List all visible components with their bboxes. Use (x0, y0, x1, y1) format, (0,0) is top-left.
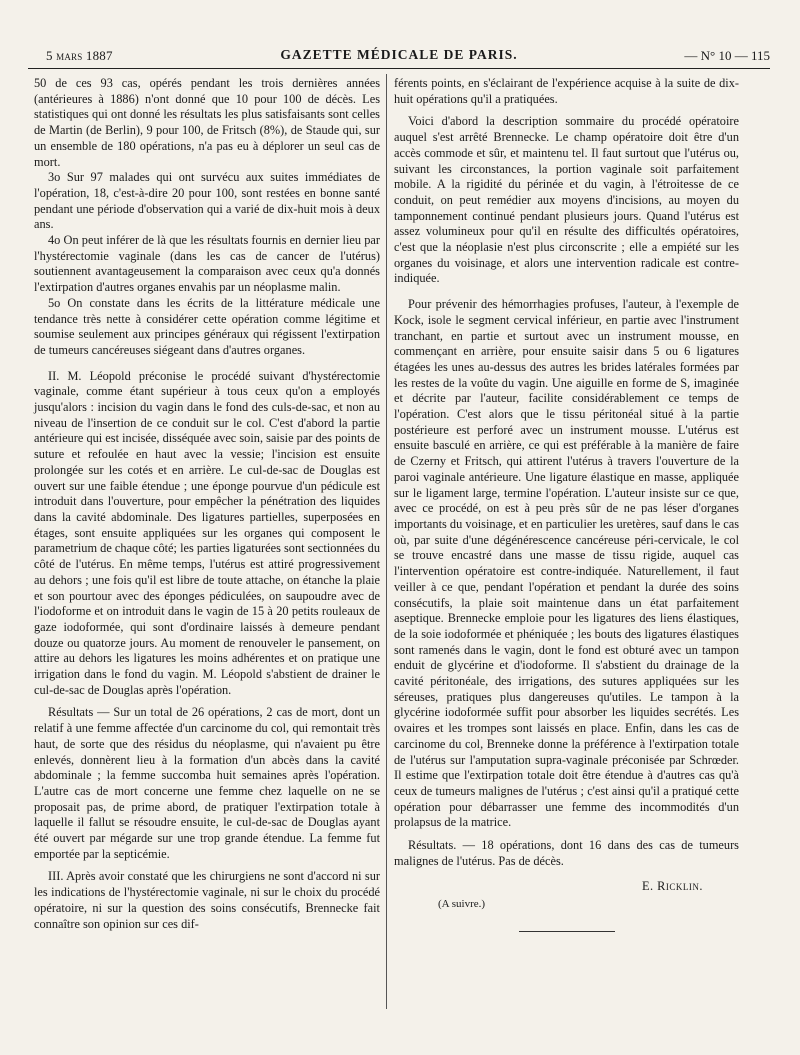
to-be-continued: (A suivre.) (438, 898, 486, 911)
paragraph: Résultats. — 18 opérations, dont 16 dans des cas de tumeurs malignes de l'utérus. Pas de décès. (394, 838, 739, 868)
right-column (394, 76, 739, 932)
page-number: — N° 10 — 115 (684, 48, 770, 63)
paragraph: 50 de ces 93 cas, opérés pendant les trois dernières années (antérieures à 1886) n'ont donné que 10 pour 100 de décès. Les statistiques qui ont donné les résultats les plus satisfaisants sont celles de Martin (de Berlin), 9 pour 100, de Fritsch (8%), de Staude qui, sur un ensemble de 180 opérations, n'a pas eu à déplorer un seul cas de mort. (34, 76, 380, 169)
paragraph: Résultats — Sur un total de 26 opérations, 2 cas de mort, dont un relatif à une femme affectée d'un carcinome du col, qui remontait très haut, de sorte que des résidus du néoplasme, qui n'avaient pu être enlevés, donnèrent lieu à la formation d'un abcès dans la cavité abdominale ; la femme succomba huit semaines après l'opération. L'autre cas de mort concerne une femme chez laquelle on ne se proposait pas, de prime abord, de pratiquer l'extirpation totale à laquelle il fallut se résoudre ensuite, le cul-de-sac de Douglas ayant été ouvert par mégarde sur une trop grande étendue. La femme fut emportée par la septicémie. (34, 705, 380, 861)
author-signature: E. Ricklin. (641, 879, 703, 894)
paragraph: 5o On constate dans les écrits de la littérature médicale une tendance très nette à considérer cette opération comme légitime et soumise seulement aux principes généraux qui régissent l'extirpation de tumeurs cancéreuses siégeant dans d'autres organes. (34, 295, 380, 357)
paragraph: III. Après avoir constaté que les chirurgiens ne sont d'accord ni sur les indications de l'hystérectomie vaginale, ni sur le choix du procédé opératoire, ni sur la question des soins consécutifs, Brennecke fait connaître son opinion sur ces dif- (34, 869, 380, 931)
journal-title: GAZETTE MÉDICALE DE PARIS. (280, 47, 518, 62)
page-header (28, 46, 770, 69)
paragraph: 3o Sur 97 malades qui ont survécu aux suites immédiates de l'opération, 18, c'est-à-dire 20 pour 100, sont restées en bonne santé pendant une période d'observation qui a varié de dix-huit mois à deux ans. (34, 170, 380, 232)
paragraph: Voici d'abord la description sommaire du procédé opératoire auquel s'est arrêté Brennecke. Le champ opératoire doit être d'un accès commode et sûr, et maintenu tel. Il faut surtout que l'utérus ou, suivant les circonstances, la portion vaginale soit parfaitement mobile. A la rigidité du périnée et du vagin, à l'étroitesse de ce conduit, on peut remédier aux moyens d'incisions, au moyen du tamponnement continué pendant plusieurs jours. Quand l'utérus est assez volumineux pour qu'il en résulte des difficultés opératoires, c'est que la néoplasie n'est plus circonscrite ; elle a empiété sur les organes du voisinage, et alors une intervention radicale est contre-indiquée. (394, 114, 739, 286)
end-rule (519, 931, 615, 932)
paragraph: Pour prévenir des hémorrhagies profuses, l'auteur, à l'exemple de Kock, isole le segment cervical inférieur, en partie avec l'instrument tranchant, en partie et surtout avec un instrument mousse, en commençant en arrière, pour ensuite saisir dans 5 ou 6 ligatures étagées les unes au-dessus des autres les brides latérales formées par les restes de la voûte du vagin. Une aiguille en forme de S, imaginée et décrite par l'auteur, facilite considérablement ce temps de l'opération. C'est alors que le tissu péritonéal situé à la partie postérieure est perforé avec un instrument mousse. L'utérus est ensuite basculé en arrière, ce qui est préférable à la manière de faire de Czerny et Fritsch, qui attirent l'utérus à travers l'ouverture de la paroi vaginale antérieure. Une ligature élastique en masse, appliquée sur le ligament large, termine l'opération. L'auteur insiste sur ce que, avec ce procédé, on est à peu près sûr de ne pas léser d'organes importants du voisinage, et en particulier les uretères, sauf dans le cas où, par suite d'une dégénérescence cancéreuse péri-cervicale, le col se trouve encastré dans une masse de tissu rigide, auquel cas l'intervention opératoire est contre-indiquée. Naturellement, il faut veiller à ce que, pendant l'opération et pendant la durée des soins consécutifs, la plaie soit maintenue dans un état parfaitement aseptique. Brennecke emploie pour les ligatures des liens élastiques, de la soie iodoformée et phéniquée ; les bouts des ligatures élastiques sont ramenés dans le vagin, dont le fond est obturé avec un tampon enduit de glycérine et d'iodoforme. Il s'abstient du drainage de la cavité péritonéale, des irrigations, des sutures appliquées sur les séreuses, pratiques plus dangereuses qu'utiles. Le tampon à la glycérine iodoformée suffit pour absorber les liquides secrétés. Les ovaires et les trompes sont laissés en place. Enfin, dans les cas de carcinome du col, Brenneke donne la préférence à l'extirpation totale de l'utérus sur l'amputation supra-vaginale préconisée par Schrœder. Il estime que l'extirpation totale doit être étendue à d'autres cas qu'à ceux de tumeurs malignes de l'utérus ; c'est ainsi qu'il a pratiqué cette opération pour débarrasser une femme des incommodités d'un prolapsus de la matrice. (394, 297, 739, 830)
issue-date: 5 mars 1887 (46, 48, 113, 63)
paragraph: II. M. Léopold préconise le procédé suivant d'hystérectomie vaginale, comme étant supérieur à tous ceux qu'on a employés jusqu'alors : incision du vagin dans le fond des culs-de-sac, et non au niveau de l'insertion de ce conduit sur le col. C'est d'abord la partie antérieure qui est incisée, disséquée avec soin, saisie par des points de suture et refoulée en haut avec la vessie; l'incision est ensuite prolongée sur les cotés et en arrière. Le cul-de-sac de Douglas est ouvert sur une faible étendue ; une éponge pourvue d'un pédicule est introduit dans l'ouverture, pour empêcher la pénétration des liquides dans la cavité abdominale. Des ligatures partielles, superposées en étages, sont ensuite appliquées sur les organes qui composent le parametrium de chaque côté; les parties ligaturées sont sectionnées du côté de l'utérus. En même temps, l'utérus est attiré progressivement au dehors ; une fois qu'il est libre de toute attache, on étanche la plaie et son pourtour avec des éponges pédiculées, on saupoudre avec de l'iodoforme et on introduit dans le vagin de 15 à 20 petits rouleaux de gaze iodoformée, qui sont d'ordinaire laissés à demeure pendant douze ou quatorze jours. Au moment de renouveler le pansement, on attire au dehors les ligatures les moins adhérentes et on pratique une irrigation dans le fond du vagin. M. Léopold s'abstient de drainer le cul-de-sac de Douglas après l'opération. (34, 368, 380, 697)
paragraph: férents points, en s'éclairant de l'expérience acquise à la suite de dix-huit opérations qu'il a pratiquées. (394, 76, 739, 106)
column-divider (386, 74, 387, 1009)
left-column (34, 76, 380, 932)
paragraph: 4o On peut inférer de là que les résultats fournis en dernier lieu par l'hystérectomie vaginale (dans les cas de cancer de l'utérus) soutiennent avantageusement la comparaison avec ceux qu'a donnés l'extirpation d'autres organes envahis par un néoplasme malin. (34, 233, 380, 295)
